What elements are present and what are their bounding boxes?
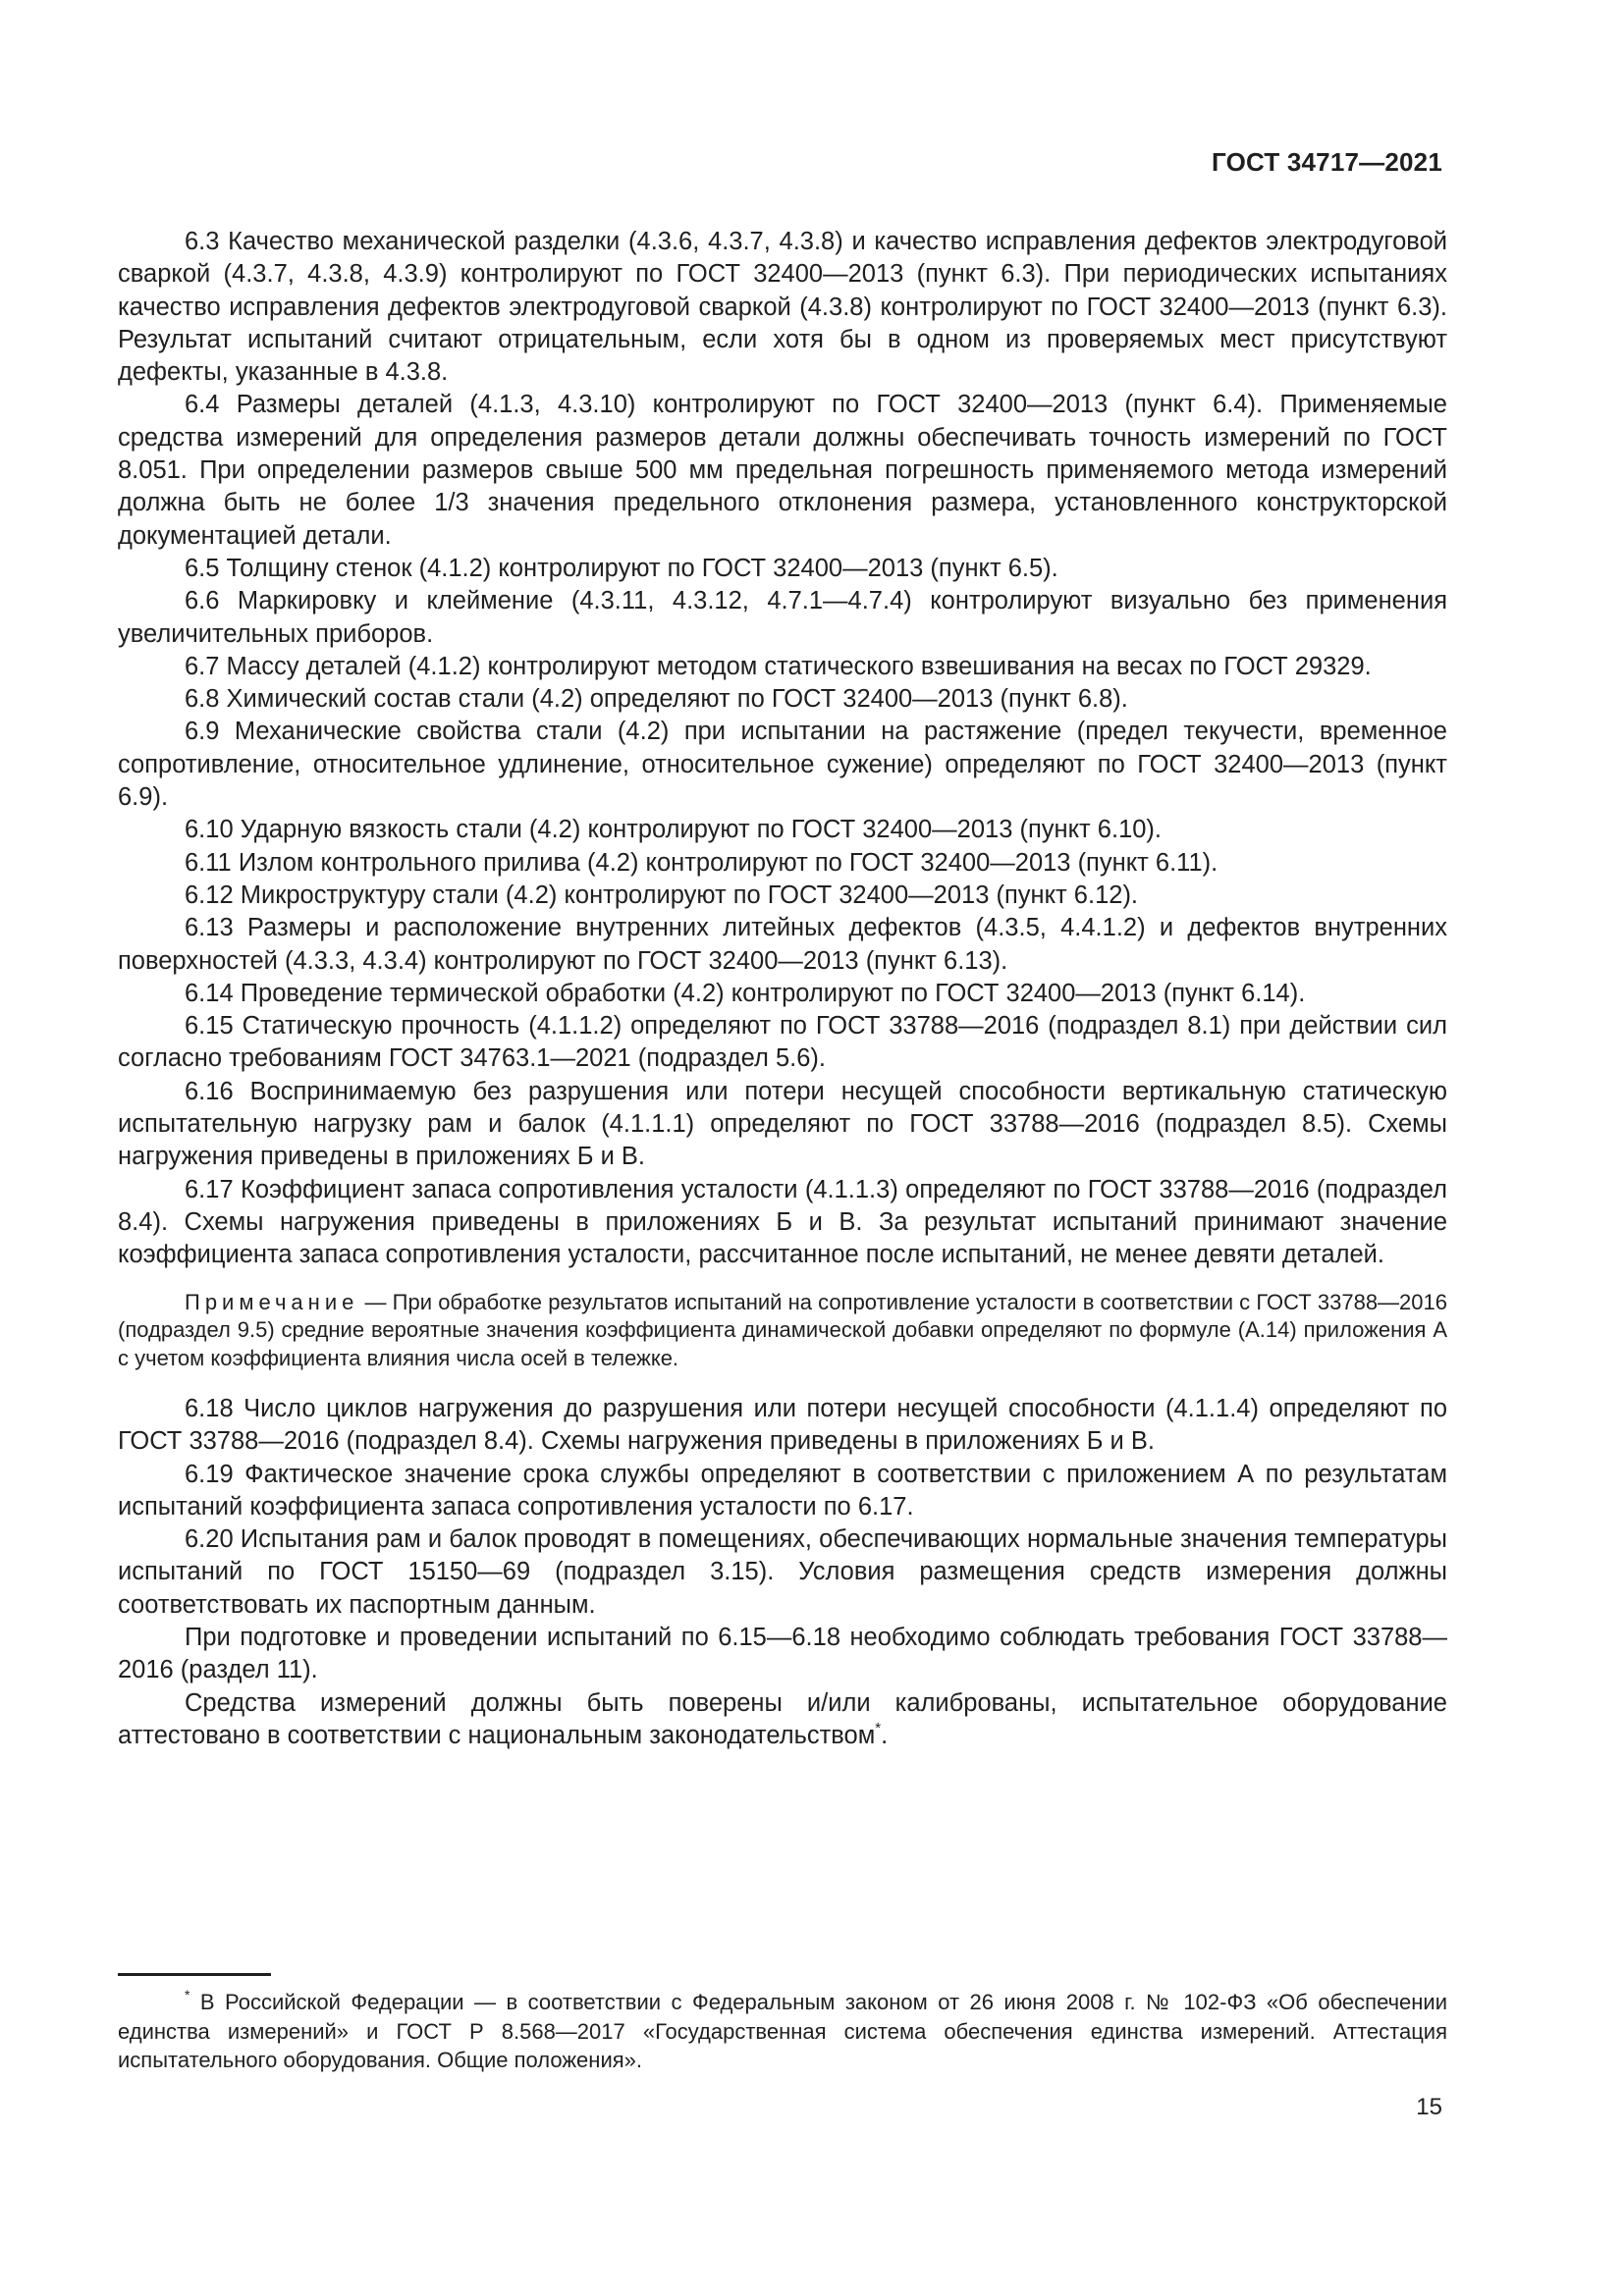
last-paragraph-end: .	[881, 1721, 889, 1749]
paragraphs-after-note	[118, 1393, 1447, 1687]
paragraph: 6.19 Фактическое значение срока службы определяют в соответствии с приложением А по результатам испытаний коэффициента запаса сопротивления усталости по 6.17.	[118, 1460, 1447, 1521]
last-paragraph-text: Средства измерений должны быть поверены и/или калиброваны, испытательное оборудование аттестовано в соответствии с национальным законодательством	[118, 1688, 1447, 1749]
paragraph: При подготовке и проведении испытаний по 6.15—6.18 необходимо соблюдать требования ГОСТ 33788—2016 (раздел 11).	[118, 1624, 1447, 1684]
paragraph: 6.6 Маркировку и клеймение (4.3.11, 4.3.12, 4.7.1—4.7.4) контролируют визуально без применения увеличительных приборов.	[118, 587, 1447, 648]
note-text: — При обработке результатов испытаний на сопротивление усталости в соответствии с ГОСТ 33788—2016 (подраздел 9.5) средние вероятные значения коэффициента динамической добавки определяют по формуле (А.14) приложения А с учетом коэффициента влияния числа осей в тележке.	[118, 1289, 1447, 1370]
paragraphs-before-note	[118, 226, 1447, 1272]
footnote	[118, 1988, 1447, 2075]
note-label: Примечание	[185, 1289, 359, 1314]
paragraph: 6.11 Излом контрольного прилива (4.2) контролируют по ГОСТ 32400—2013 (пункт 6.11).	[185, 848, 1218, 877]
paragraph: 6.10 Ударную вязкость стали (4.2) контролируют по ГОСТ 32400—2013 (пункт 6.10).	[185, 816, 1163, 844]
paragraph: 6.5 Толщину стенок (4.1.2) контролируют по ГОСТ 32400—2013 (пункт 6.5).	[185, 554, 1058, 582]
page-number: 15	[1416, 2094, 1442, 2120]
note	[118, 1289, 1447, 1373]
paragraph: 6.17 Коэффициент запаса сопротивления усталости (4.1.1.3) определяют по ГОСТ 33788—2016 (подраздел 8.4). Схемы нагружения приведены в приложениях Б и В. За результат испытаний принимают значение коэффициента запаса сопротивления усталости, рассчитанное после испытаний, не менее девяти деталей.	[118, 1175, 1447, 1269]
paragraph: 6.16 Воспринимаемую без разрушения или потери несущей способности вертикальную статическую испытательную нагрузку рам и балок (4.1.1.1) определяют по ГОСТ 33788—2016 (подраздел 8.5). Схемы нагружения приведены в приложениях Б и В.	[118, 1077, 1447, 1171]
paragraph: 6.14 Проведение термической обработки (4.2) контролируют по ГОСТ 32400—2013 (пункт 6.14).	[185, 979, 1306, 1007]
paragraph: 6.15 Статическую прочность (4.1.1.2) определяют по ГОСТ 33788—2016 (подраздел 8.1) при действии сил согласно требованиям ГОСТ 34763.1—2021 (подраздел 5.6).	[118, 1012, 1447, 1073]
paragraph: 6.12 Микроструктуру стали (4.2) контролируют по ГОСТ 32400—2013 (пункт 6.12).	[185, 881, 1139, 909]
footnote-mark: *	[185, 1987, 190, 2002]
paragraph: 6.4 Размеры деталей (4.1.3, 4.3.10) контролируют по ГОСТ 32400—2013 (пункт 6.4). Применяемые средства измерений для определения размеров детали должны обеспечивать точность измерений по ГОСТ 8.051. При определении размеров свыше 500 мм предельная погрешность применяемого метода измерений должна быть не более 1/3 значения предельного отклонения размера, установленного конструкторской документацией детали.	[118, 391, 1447, 550]
paragraph: 6.8 Химический состав стали (4.2) определяют по ГОСТ 32400—2013 (пункт 6.8).	[185, 685, 1128, 714]
paragraph: 6.3 Качество механической разделки (4.3.6, 4.3.7, 4.3.8) и качество исправления дефектов электродуговой сваркой (4.3.7, 4.3.8, 4.3.9) контролируют по ГОСТ 32400—2013 (пункт 6.3). При периодических испытаниях качество исправления дефектов электродуговой сваркой (4.3.8) контролируют по ГОСТ 32400—2013 (пункт 6.3). Результат испытаний считают отрицательным, если хотя бы в одном из проверяемых мест присутствуют дефекты, указанные в 4.3.8.	[118, 228, 1447, 387]
page-header-standard-number: ГОСТ 34717—2021	[1212, 147, 1442, 177]
paragraph: 6.13 Размеры и расположение внутренних литейных дефектов (4.3.5, 4.4.1.2) и дефектов внутренних поверхностей (4.3.3, 4.3.4) контролируют по ГОСТ 32400—2013 (пункт 6.13).	[118, 914, 1447, 975]
paragraph: 6.9 Механические свойства стали (4.2) при испытании на растяжение (предел текучести, временное сопротивление, относительное удлинение, относительное сужение) определяют по ГОСТ 32400—2013 (пункт 6.9).	[118, 718, 1447, 812]
footnote-separator	[118, 1973, 271, 1976]
footnote-text: В Российской Федерации — в соответствии с Федеральным законом от 26 июня 2008 г. № 102-ФЗ «Об обеспечении единства измерений» и ГОСТ Р 8.568—2017 «Государственная система обеспечения единства измерений. Аттестация испытательного оборудования. Общие положения».	[118, 1990, 1447, 2072]
footnote-reference-mark: *	[875, 1719, 882, 1736]
paragraph: 6.20 Испытания рам и балок проводят в помещениях, обеспечивающих нормальные значения температуры испытаний по ГОСТ 15150—69 (подраздел 3.15). Условия размещения средств измерения должны соответствовать их паспортным данным.	[118, 1525, 1447, 1619]
last-paragraph	[118, 1687, 1447, 1753]
paragraph: 6.18 Число циклов нагружения до разрушения или потери несущей способности (4.1.1.4) определяют по ГОСТ 33788—2016 (подраздел 8.4). Схемы нагружения приведены в приложениях Б и В.	[118, 1395, 1447, 1456]
document-body	[118, 226, 1447, 1752]
paragraph: 6.7 Массу деталей (4.1.2) контролируют методом статического взвешивания на весах по ГОСТ 29329.	[185, 652, 1372, 680]
